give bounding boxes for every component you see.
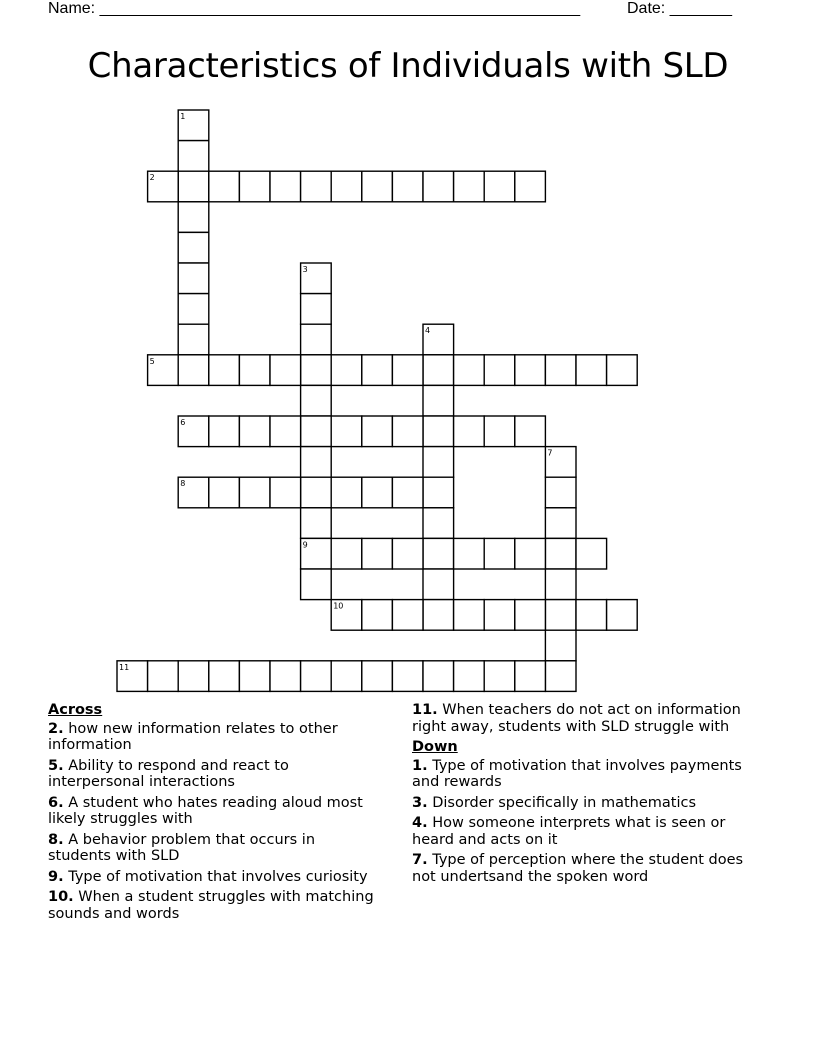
across-clue-2: 2. how new information relates to other information <box>48 720 338 753</box>
name-field-label[interactable]: Name: ______________________________________________________ <box>48 0 581 17</box>
grid-cell[interactable] <box>239 171 270 202</box>
grid-cell[interactable] <box>484 355 515 386</box>
cell-number: 2 <box>149 173 155 183</box>
grid-cell[interactable] <box>545 661 576 692</box>
grid-cell[interactable] <box>454 171 485 202</box>
page-title: Characteristics of Individuals with SLD <box>87 46 729 86</box>
cell-number: 9 <box>302 540 308 550</box>
grid-cell[interactable] <box>331 171 362 202</box>
cell-number: 10 <box>333 601 344 611</box>
across-clue-5: 5. Ability to respond and react to interpersonal interactions <box>48 757 289 790</box>
grid-cell[interactable] <box>576 355 607 386</box>
down-clue-7: 7. Type of perception where the student does not undertsand the spoken word <box>412 852 744 885</box>
grid-cell[interactable] <box>270 355 301 386</box>
grid-cell[interactable] <box>331 477 362 508</box>
grid-cell[interactable] <box>576 600 607 631</box>
grid-cell[interactable] <box>301 385 332 416</box>
grid-cell[interactable] <box>270 171 301 202</box>
grid-cell[interactable] <box>423 569 454 600</box>
across-clue-11: 11. When teachers do not act on information right away, students with SLD struggle with <box>412 702 741 735</box>
grid-cell[interactable] <box>392 661 423 692</box>
grid-cell[interactable] <box>392 416 423 447</box>
grid-cell[interactable] <box>270 416 301 447</box>
grid-cell[interactable] <box>392 355 423 386</box>
grid-cell[interactable] <box>423 171 454 202</box>
grid-cell[interactable] <box>331 355 362 386</box>
grid-cell[interactable] <box>301 508 332 539</box>
grid-cell[interactable] <box>484 416 515 447</box>
grid-cell[interactable] <box>545 538 576 569</box>
grid-cell[interactable] <box>331 661 362 692</box>
grid-cell[interactable] <box>392 538 423 569</box>
grid-cell[interactable] <box>576 538 607 569</box>
grid-cell[interactable] <box>362 355 393 386</box>
grid-cell[interactable] <box>515 600 546 631</box>
grid-cell[interactable] <box>331 538 362 569</box>
clues-right-column <box>412 702 762 889</box>
grid-cell[interactable] <box>301 355 332 386</box>
grid-cell[interactable] <box>178 324 209 355</box>
clues-left-column <box>48 702 378 926</box>
down-clue-3: 3. Disorder specifically in mathematics <box>412 794 697 811</box>
grid-cell[interactable] <box>515 355 546 386</box>
across-clue-6: 6. A student who hates reading aloud most likely struggles with <box>48 794 363 827</box>
grid-cell[interactable] <box>239 355 270 386</box>
grid-cell[interactable] <box>515 538 546 569</box>
grid-cell[interactable] <box>392 477 423 508</box>
cell-number: 3 <box>302 265 308 274</box>
grid-cell[interactable] <box>270 477 301 508</box>
grid-cell[interactable] <box>515 661 546 692</box>
cell-number: 8 <box>180 479 186 489</box>
grid-cell[interactable] <box>423 538 454 569</box>
grid-cell[interactable] <box>484 661 515 692</box>
grid-cell[interactable] <box>362 661 393 692</box>
grid-cell[interactable] <box>362 416 393 447</box>
grid-cell[interactable] <box>545 569 576 600</box>
grid-cell[interactable] <box>392 171 423 202</box>
grid-cell[interactable] <box>178 141 209 172</box>
grid-cell[interactable] <box>454 600 485 631</box>
down-clue-1: 1. Type of motivation that involves payments and rewards <box>412 757 742 790</box>
grid-cell[interactable] <box>301 447 332 478</box>
grid-cell[interactable] <box>545 508 576 539</box>
grid-cell[interactable] <box>484 171 515 202</box>
grid-cell[interactable] <box>423 355 454 386</box>
cell-number: 5 <box>149 356 155 366</box>
grid-cell[interactable] <box>423 477 454 508</box>
grid-cell[interactable] <box>392 600 423 631</box>
grid-cell[interactable] <box>362 477 393 508</box>
grid-cell[interactable] <box>454 661 485 692</box>
grid-cell[interactable] <box>148 661 179 692</box>
grid-cell[interactable] <box>178 232 209 263</box>
grid-cell[interactable] <box>301 661 332 692</box>
grid-cell[interactable] <box>178 263 209 294</box>
grid-cell[interactable] <box>423 600 454 631</box>
grid-cell[interactable] <box>607 355 638 386</box>
grid-cell[interactable] <box>454 355 485 386</box>
grid-cell[interactable] <box>423 661 454 692</box>
grid-cell[interactable] <box>362 600 393 631</box>
grid-cell[interactable] <box>178 171 209 202</box>
grid-cell[interactable] <box>362 538 393 569</box>
grid-cell[interactable] <box>270 661 301 692</box>
grid-cell[interactable] <box>178 202 209 233</box>
grid-cell[interactable] <box>239 661 270 692</box>
grid-cell[interactable] <box>545 355 576 386</box>
across-clue-10: 10. When a student struggles with matching sounds and words <box>48 889 374 922</box>
grid-cell[interactable] <box>362 171 393 202</box>
grid-cell[interactable] <box>239 416 270 447</box>
grid-cell[interactable] <box>607 600 638 631</box>
grid-cell[interactable] <box>545 600 576 631</box>
grid-cell[interactable] <box>301 569 332 600</box>
grid-cell[interactable] <box>209 477 240 508</box>
grid-cell[interactable] <box>178 661 209 692</box>
grid-cell[interactable] <box>301 324 332 355</box>
grid-cell[interactable] <box>331 416 362 447</box>
across-heading: Across <box>48 702 103 718</box>
grid-cell[interactable] <box>301 171 332 202</box>
grid-cell[interactable] <box>209 355 240 386</box>
grid-cell[interactable] <box>423 385 454 416</box>
grid-cell[interactable] <box>423 508 454 539</box>
grid-cell[interactable] <box>423 447 454 478</box>
date-field-label[interactable]: Date: _______ <box>627 0 732 17</box>
cell-number: 4 <box>425 326 431 336</box>
grid-cell[interactable] <box>209 661 240 692</box>
cell-number: 6 <box>180 418 186 427</box>
grid-cell[interactable] <box>239 477 270 508</box>
across-clue-9: 9. Type of motivation that involves curiosity <box>48 868 368 885</box>
down-clue-4: 4. How someone interprets what is seen or heard and acts on it <box>412 815 726 848</box>
grid-cell[interactable] <box>545 477 576 508</box>
grid-cell[interactable] <box>301 416 332 447</box>
across-clue-8: 8. A behavior problem that occurs in students with SLD <box>48 831 316 864</box>
down-heading: Down <box>412 739 458 755</box>
grid-cell[interactable] <box>454 416 485 447</box>
grid-cell[interactable] <box>209 416 240 447</box>
cell-number: 1 <box>180 112 186 121</box>
grid-cell[interactable] <box>454 538 485 569</box>
grid-cell[interactable] <box>178 355 209 386</box>
grid-cell[interactable] <box>178 294 209 325</box>
cell-number: 7 <box>547 448 553 458</box>
grid-cell[interactable] <box>209 171 240 202</box>
grid-cell[interactable] <box>515 171 546 202</box>
cell-number: 11 <box>119 662 130 672</box>
grid-cell[interactable] <box>484 538 515 569</box>
grid-cell[interactable] <box>301 477 332 508</box>
grid-cell[interactable] <box>515 416 546 447</box>
grid-cell[interactable] <box>545 630 576 661</box>
grid-cell[interactable] <box>484 600 515 631</box>
grid-cell[interactable] <box>423 416 454 447</box>
grid-cell[interactable] <box>301 294 332 325</box>
